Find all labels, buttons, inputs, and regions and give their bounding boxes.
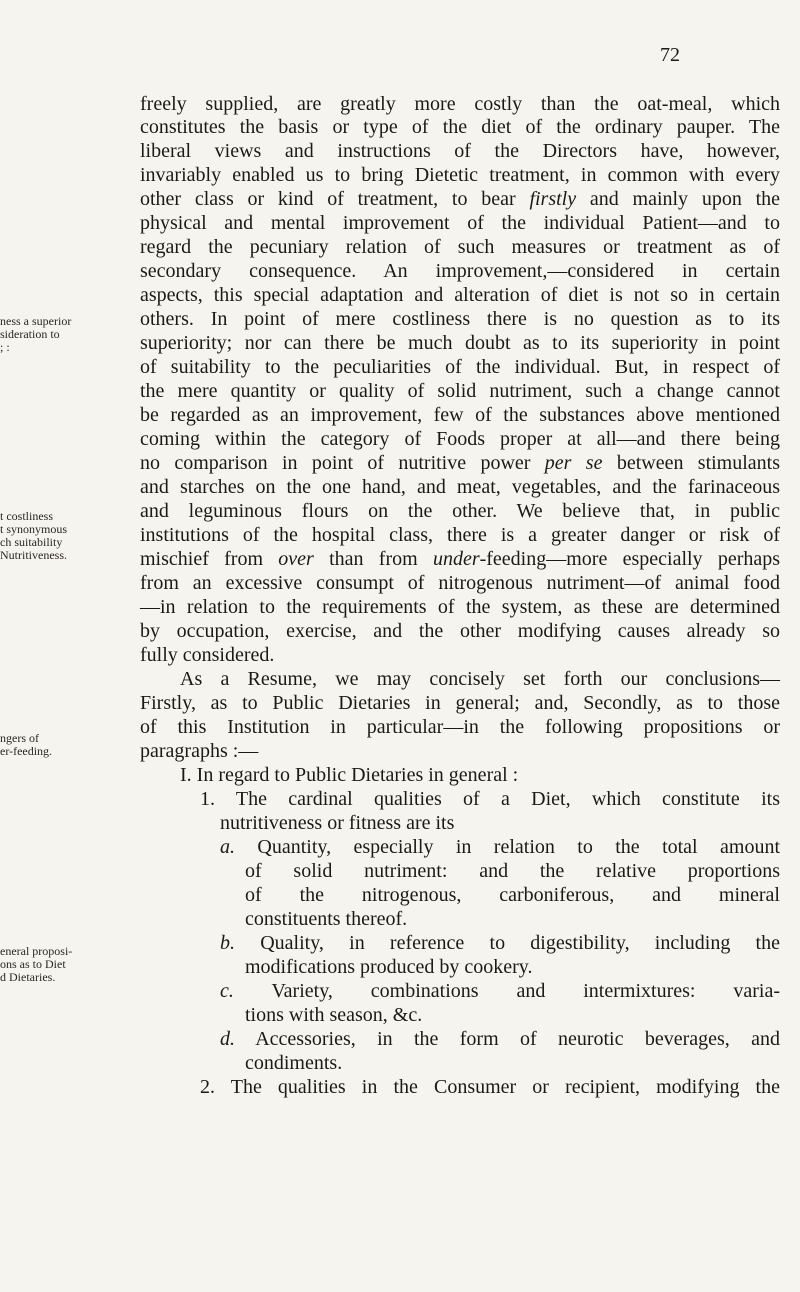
text-line <box>140 499 780 523</box>
text-line <box>140 523 780 547</box>
line-text: superiority; nor can there be much doubt as to its superiority in point <box>140 332 780 354</box>
margin-note-line: er-feeding. <box>0 744 53 758</box>
line-text: —in relation to the requirements of the system, as these are determined <box>140 596 780 618</box>
line-text: than from <box>329 548 418 570</box>
text-line <box>140 547 780 571</box>
text-line <box>140 979 780 1003</box>
line-text: -feeding—more especially perhaps <box>479 548 781 570</box>
line-text: Firstly, as to Public Dietaries in general; and, Secondly, as to those <box>140 692 780 714</box>
text-line <box>140 211 780 235</box>
text-line <box>140 355 780 379</box>
line-text: liberal views and instructions of the Directors have, however, <box>140 140 780 162</box>
line-text: from an excessive consumpt of nitrogenous nutriment—of animal food <box>140 572 780 594</box>
text-line <box>140 259 780 283</box>
line-text: invariably enabled us to bring Dietetic treatment, in common with every <box>140 164 780 186</box>
line-text: modifications produced by cookery. <box>245 956 533 978</box>
text-line <box>140 691 780 715</box>
line-text: and starches on the one hand, and meat, vegetables, and the farinaceous <box>140 476 780 498</box>
text-line <box>140 115 780 139</box>
text-line <box>140 283 780 307</box>
margin-note-line: ngers of <box>0 731 39 745</box>
margin-note-line: ness a superior <box>0 314 72 328</box>
line-text: mischief from <box>140 548 264 570</box>
line-text: no comparison in point of nutritive power <box>140 452 531 474</box>
line-text: of suitability to the peculiarities of the individual. But, in respect of <box>140 356 780 378</box>
margin-note-line: t costliness <box>0 509 53 523</box>
line-text: Accessories, in the form of neurotic beverages, and <box>255 1028 780 1050</box>
line-text: 1. The cardinal qualities of a Diet, which constitute its <box>200 788 780 810</box>
text-line <box>140 907 780 931</box>
line-text: tions with season, &c. <box>245 1004 423 1026</box>
text-line <box>140 307 780 331</box>
item-marker-b: b. <box>220 932 235 954</box>
line-text: coming within the category of Foods proper at all—and there being <box>140 428 780 450</box>
text-line <box>140 811 780 835</box>
line-text: of this Institution in particular—in the following propositions or <box>140 716 780 738</box>
line-text: Quality, in reference to digestibility, including the <box>260 932 780 954</box>
text-line <box>140 619 780 643</box>
line-text: constitutes the basis or type of the diet of the ordinary pauper. The <box>140 116 780 138</box>
margin-note-line: Nutritiveness. <box>0 548 67 562</box>
margin-note-line: eneral proposi- <box>0 944 73 958</box>
text-line <box>140 451 780 475</box>
line-text: and leguminous flours on the other. We believe that, in public <box>140 500 780 522</box>
line-text: fully considered. <box>140 644 275 666</box>
line-text <box>433 548 780 570</box>
text-line <box>140 235 780 259</box>
text-line <box>140 427 780 451</box>
text-line <box>140 1027 780 1051</box>
text-line <box>140 1003 780 1027</box>
text-line <box>140 331 780 355</box>
text-line <box>140 1051 780 1075</box>
text-line <box>140 403 780 427</box>
line-text: institutions of the hospital class, there is a greater danger or risk of <box>140 524 780 546</box>
line-text: the mere quantity or quality of solid nutriment, such a change cannot <box>140 380 780 402</box>
line-text: I. In regard to Public Dietaries in general : <box>180 764 519 786</box>
text-line <box>140 139 780 163</box>
margin-note-dangers <box>0 732 100 758</box>
line-text: condiments. <box>245 1052 343 1074</box>
line-text: nutritiveness or fitness are its <box>220 812 455 834</box>
text-line <box>140 667 780 691</box>
text-line <box>140 163 780 187</box>
line-text: others. In point of mere costliness there is no question as to its <box>140 308 780 330</box>
emphasis-per-se: per se <box>544 452 603 474</box>
margin-note-line: d Dietaries. <box>0 970 56 984</box>
margin-note-costliness <box>0 510 100 562</box>
line-text: constituents thereof. <box>245 908 408 930</box>
line-text: aspects, this special adaptation and alteration of diet is not so in certain <box>140 284 780 306</box>
text-line <box>140 739 780 763</box>
line-text: between stimulants <box>616 452 781 474</box>
page-number: 72 <box>660 44 680 66</box>
line-text: regard the pecuniary relation of such measures or treatment as of <box>140 236 780 258</box>
margin-note-line: t synonymous <box>0 522 68 536</box>
text-line <box>140 955 780 979</box>
emphasis-over: over <box>278 548 314 570</box>
margin-note-line: ons as to Diet <box>0 957 66 971</box>
emphasis-under: under <box>432 548 480 570</box>
line-text: be regarded as an improvement, few of the substances above mentioned <box>140 404 780 426</box>
emphasis-firstly: firstly <box>529 188 577 210</box>
line-text: physical and mental improvement of the individual Patient—and to <box>140 212 780 234</box>
text-line <box>140 787 780 811</box>
item-marker-c: c. <box>220 980 234 1002</box>
text-line <box>140 595 780 619</box>
line-text: 2. The qualities in the Consumer or recipient, modifying the <box>200 1076 780 1098</box>
line-text: Quantity, especially in relation to the total amount <box>257 836 781 858</box>
line-text: secondary consequence. An improvement,—considered in certain <box>140 260 780 282</box>
line-text: paragraphs :— <box>140 740 259 762</box>
text-line <box>140 883 780 907</box>
text-line <box>140 571 780 595</box>
text-line <box>140 715 780 739</box>
text-line <box>140 859 780 883</box>
line-text: of the nitrogenous, carboniferous, and mineral <box>245 884 780 906</box>
line-text: freely supplied, are greatly more costly than the oat-meal, which <box>140 93 780 115</box>
text-line <box>140 835 780 859</box>
line-text: other class or kind of treatment, to bear <box>140 188 516 210</box>
text-line <box>140 187 780 211</box>
line-text: and mainly upon the <box>589 188 781 210</box>
item-marker-a: a. <box>220 836 235 858</box>
text-line <box>140 643 780 667</box>
margin-note-propositions <box>0 945 100 984</box>
line-text: Variety, combinations and intermixtures: varia- <box>271 980 780 1002</box>
text-line <box>140 475 780 499</box>
text-line <box>140 379 780 403</box>
text-line <box>140 931 780 955</box>
line-text: by occupation, exercise, and the other modifying causes already so <box>140 620 780 642</box>
margin-note-line: ; : <box>0 340 10 354</box>
margin-note-superior <box>0 315 100 354</box>
margin-note-line: ch suitability <box>0 535 63 549</box>
line-text: As a Resume, we may concisely set forth our conclusions— <box>180 668 780 690</box>
text-line <box>140 763 780 787</box>
text-line <box>140 1075 780 1099</box>
line-text: of solid nutriment: and the relative proportions <box>245 860 780 882</box>
margin-note-line: sideration to <box>0 327 60 341</box>
item-marker-d: d. <box>220 1028 235 1050</box>
text-line <box>140 92 780 116</box>
